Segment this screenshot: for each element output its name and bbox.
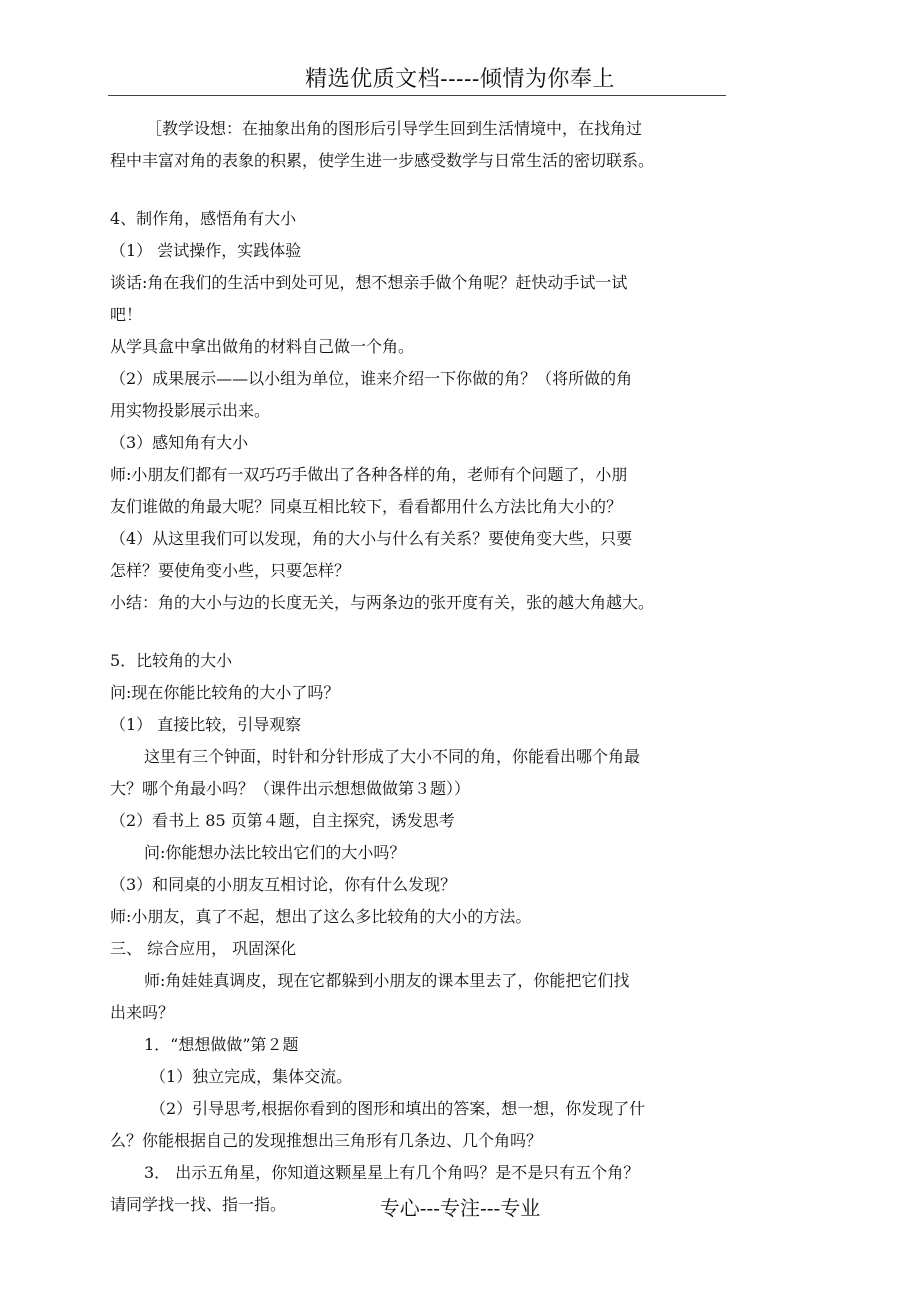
paragraph-line: 怎样？要使角变小些，只要怎样？	[110, 561, 351, 580]
paragraph-line: 程中丰富对角的表象的积累，使学生进一步感受数学与日常生活的密切联系。	[110, 151, 655, 170]
paragraph-line: （3）和同桌的小朋友互相讨论，你有什么发现？	[110, 875, 457, 894]
section-heading: 5．比较角的大小	[110, 651, 233, 670]
paragraph-line: 请同学找一找、指一指。	[110, 1195, 287, 1214]
page-footer: 专心---专注---专业	[379, 1196, 541, 1220]
paragraph-line: 谈话:角在我们的生活中到处可见，想不想亲手做个角呢？赶快动手试一试	[110, 273, 628, 292]
paragraph-line: （1） 直接比较，引导观察	[110, 715, 302, 734]
paragraph-line: （1）独立完成，集体交流。	[150, 1067, 353, 1086]
paragraph-line: （2）成果展示——以小组为单位，谁来介绍一下你做的角？（将所做的角	[110, 369, 633, 388]
document-body	[110, 113, 740, 1221]
paragraph-line: （2）引导思考,根据你看到的图形和填出的答案，想一想，你发现了什	[150, 1099, 646, 1118]
paragraph-line: 1．“想想做做”第２题	[144, 1035, 299, 1054]
paragraph-line: 从学具盒中拿出做角的材料自己做一个角。	[110, 337, 415, 356]
paragraph-line: （1） 尝试操作，实践体验	[110, 241, 302, 260]
paragraph-line: 友们谁做的角最大呢？同桌互相比较下，看看都用什么方法比角大小的？	[110, 497, 623, 516]
paragraph-line: 么？你能根据自己的发现推想出三角形有几条边、几个角吗？	[110, 1131, 543, 1150]
paragraph-line: 小结：角的大小与边的长度无关，与两条边的张开度有关，张的越大角越大。	[110, 593, 655, 612]
paragraph-line: ［教学设想：在抽象出角的图形后引导学生回到生活情境中，在找角过	[146, 119, 643, 138]
section-heading: 三、 综合应用， 巩固深化	[110, 939, 297, 958]
section-heading: 4、制作角，感悟角有大小	[110, 209, 297, 228]
paragraph-line: （3）感知角有大小	[110, 433, 249, 452]
paragraph-line: 师:小朋友，真了不起，想出了这么多比较角的大小的方法。	[110, 907, 532, 926]
paragraph-line: 问:你能想办法比较出它们的大小吗？	[144, 843, 406, 862]
paragraph-line: （2）看书上 85 页第４题，自主探究，诱发思考	[110, 811, 455, 830]
paragraph-line: 大？哪个角最小吗？（课件出示想想做做第３题））	[110, 779, 471, 798]
page-header-title: 精选优质文档-----倾情为你奉上	[305, 67, 615, 92]
paragraph-line: 出来吗？	[110, 1003, 175, 1022]
paragraph-gap	[110, 177, 740, 203]
paragraph-line: 用实物投影展示出来。	[110, 401, 271, 420]
paragraph-gap	[110, 619, 740, 645]
header-divider	[108, 95, 726, 96]
paragraph-line: （4）从这里我们可以发现，角的大小与什么有关系？要使角变大些，只要	[110, 529, 633, 548]
paragraph-line: 3． 出示五角星，你知道这颗星星上有几个角吗？是不是只有五个角？	[144, 1163, 640, 1182]
paragraph-line: 师:角娃娃真调皮，现在它都躲到小朋友的课本里去了，你能把它们找	[144, 971, 630, 990]
paragraph-line: 这里有三个钟面，时针和分针形成了大小不同的角，你能看出哪个角最	[144, 747, 641, 766]
paragraph-line: 吧！	[110, 305, 143, 324]
paragraph-line: 问:现在你能比较角的大小了吗？	[110, 683, 340, 702]
paragraph-line: 师:小朋友们都有一双巧巧手做出了各种各样的角，老师有个问题了，小朋	[110, 465, 628, 484]
